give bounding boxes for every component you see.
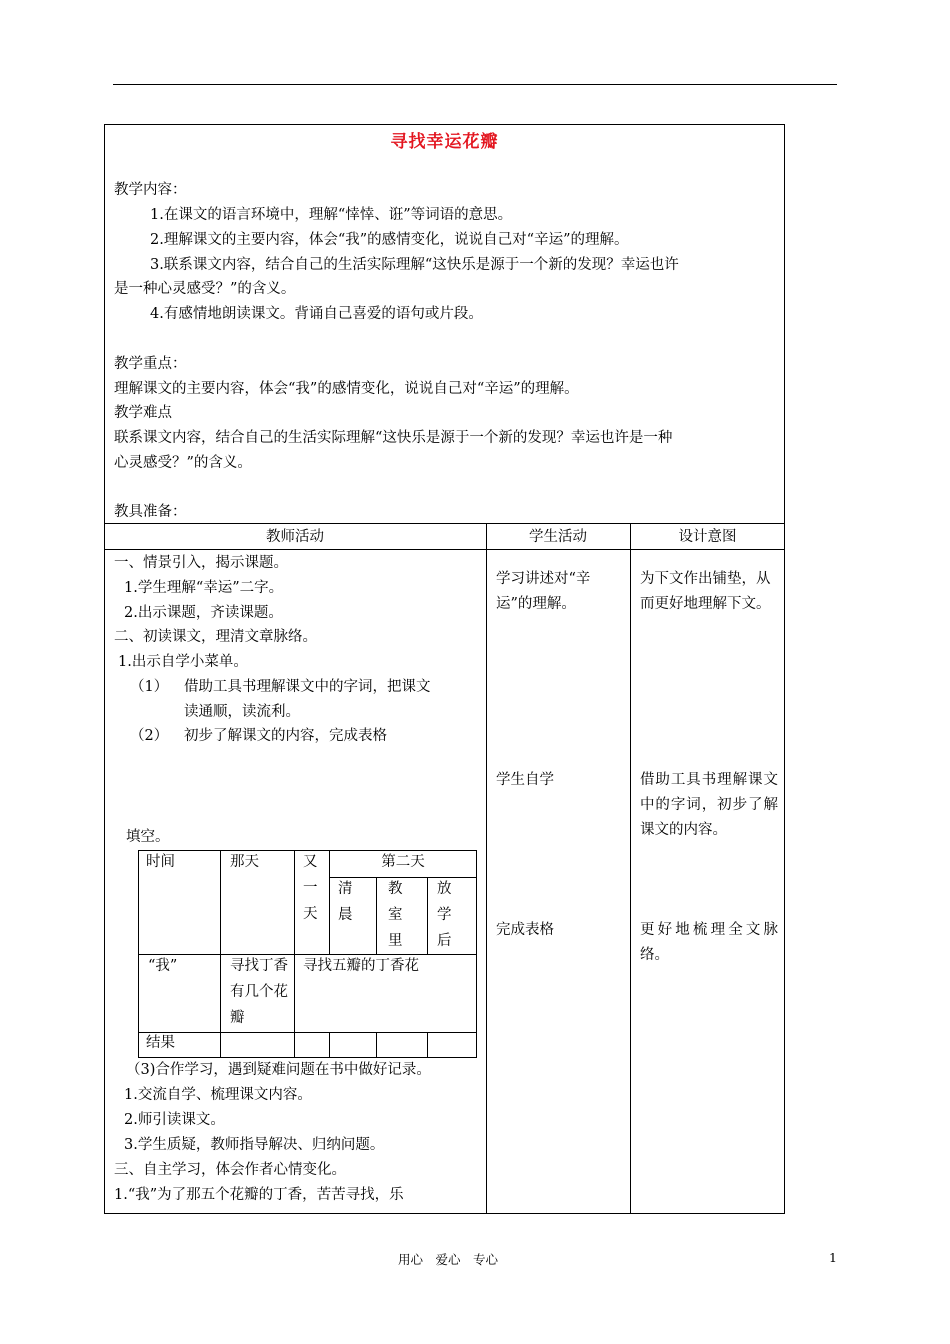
key-point-heading: 教学重点：	[114, 356, 187, 372]
teacher-line: 2.出示课题，齐读课题。	[124, 605, 283, 621]
teacher-line: 读通顺，读流利。	[184, 704, 300, 720]
inner-table-divider	[376, 1032, 377, 1058]
difficulty-text: 心灵感受？”的含义。	[114, 455, 252, 471]
teacher-line: 1.出示自学小菜单。	[118, 654, 248, 670]
row-me: “我”	[148, 958, 178, 974]
col-again: 又一天	[303, 854, 318, 922]
design-column-header: 设计意图	[678, 529, 737, 545]
student-activity: 完成表格	[496, 922, 554, 938]
teacher-line: 借助工具书理解课文中的字词，把课文	[184, 679, 431, 695]
key-point-text: 理解课文的主要内容，体会“我”的感情变化，说说自己对“辛运”的理解。	[114, 381, 579, 397]
student-activity: 学生自学	[496, 772, 554, 788]
content-heading: 教学内容：	[114, 182, 187, 198]
content-item: 2.理解课文的主要内容，体会“我”的感情变化，说说自己对“辛运”的理解。	[150, 232, 629, 248]
step-number: （2）	[130, 728, 169, 744]
teacher-line: 三、自主学习，体会作者心情变化。	[114, 1162, 346, 1178]
col-next: 第二天	[381, 854, 425, 870]
teacher-line: 2.师引读课文。	[124, 1112, 225, 1128]
content-item: 1.在课文的语言环境中，理解“悻悻、诳”等词语的意思。	[150, 207, 513, 223]
sub-after-school: 放学后	[437, 881, 452, 949]
content-item: 3.联系课文内容，结合自己的生活实际理解“这快乐是源于一个新的发现？幸运也许	[150, 257, 679, 273]
inner-table-divider	[329, 1032, 330, 1058]
teacher-line: 一、情景引入，揭示课题。	[114, 555, 288, 571]
col-time: 时间	[146, 854, 175, 870]
inner-table-divider	[427, 877, 428, 954]
content-item: 是一种心灵感受？”的含义。	[114, 281, 296, 297]
footer-slogan: 用心 爱心 专心	[398, 1252, 499, 1267]
design-intent: 更好地梳理全文脉络。	[640, 922, 778, 963]
column-divider	[630, 523, 631, 1214]
teacher-line: 1.“我”为了那五个花瓣的丁香，苦苦寻找，乐	[114, 1187, 404, 1203]
teacher-line: 二、初读课文，理清文章脉络。	[114, 629, 317, 645]
teacher-line: 3.学生质疑，教师指导解决、归纳问题。	[124, 1137, 385, 1153]
sub-morning: 清晨	[338, 881, 353, 923]
teacher-line: 1.交流自学、梳理课文内容。	[124, 1087, 312, 1103]
teacher-line: （3)合作学习，遇到疑难问题在书中做好记录。	[126, 1062, 431, 1078]
design-intent: 借助工具书理解课文中的字词，初步了解课文的内容。	[640, 772, 778, 838]
column-divider	[486, 523, 487, 1214]
teacher-line: 初步了解课文的内容，完成表格	[184, 728, 387, 744]
student-activity: 学习讲述对“辛运”的理解。	[496, 571, 591, 612]
header-rule	[113, 84, 837, 85]
teacher-line: 1.学生理解“幸运”二字。	[124, 580, 284, 596]
fill-label: 填空。	[126, 829, 170, 845]
design-intent: 为下文作出铺垫，从而更好地理解下文。	[640, 571, 771, 612]
inner-table-divider	[427, 1032, 428, 1058]
difficulty-heading: 教学难点	[114, 405, 172, 421]
col-day: 那天	[230, 854, 259, 870]
me-day: 寻找丁香有几个花瓣	[230, 958, 288, 1026]
row-result: 结果	[146, 1035, 175, 1051]
header-row-top-border	[104, 523, 785, 524]
sub-classroom: 教室里	[388, 881, 403, 949]
teacher-column-header: 教师活动	[266, 529, 324, 545]
step-number: （1）	[130, 679, 169, 695]
difficulty-text: 联系课文内容，结合自己的生活实际理解“这快乐是源于一个新的发现？幸运也许是一种	[114, 430, 673, 446]
student-column-header: 学生活动	[529, 529, 587, 545]
page-title: 寻找幸运花瓣	[390, 132, 499, 152]
page-number: 1	[829, 1250, 837, 1265]
me-again: 寻找五瓣的丁香花	[303, 958, 419, 974]
tools-heading: 教具准备：	[114, 504, 187, 520]
inner-table-divider	[376, 877, 377, 954]
content-item: 4.有感情地朗读课文。背诵自己喜爱的语句或片段。	[150, 306, 483, 322]
